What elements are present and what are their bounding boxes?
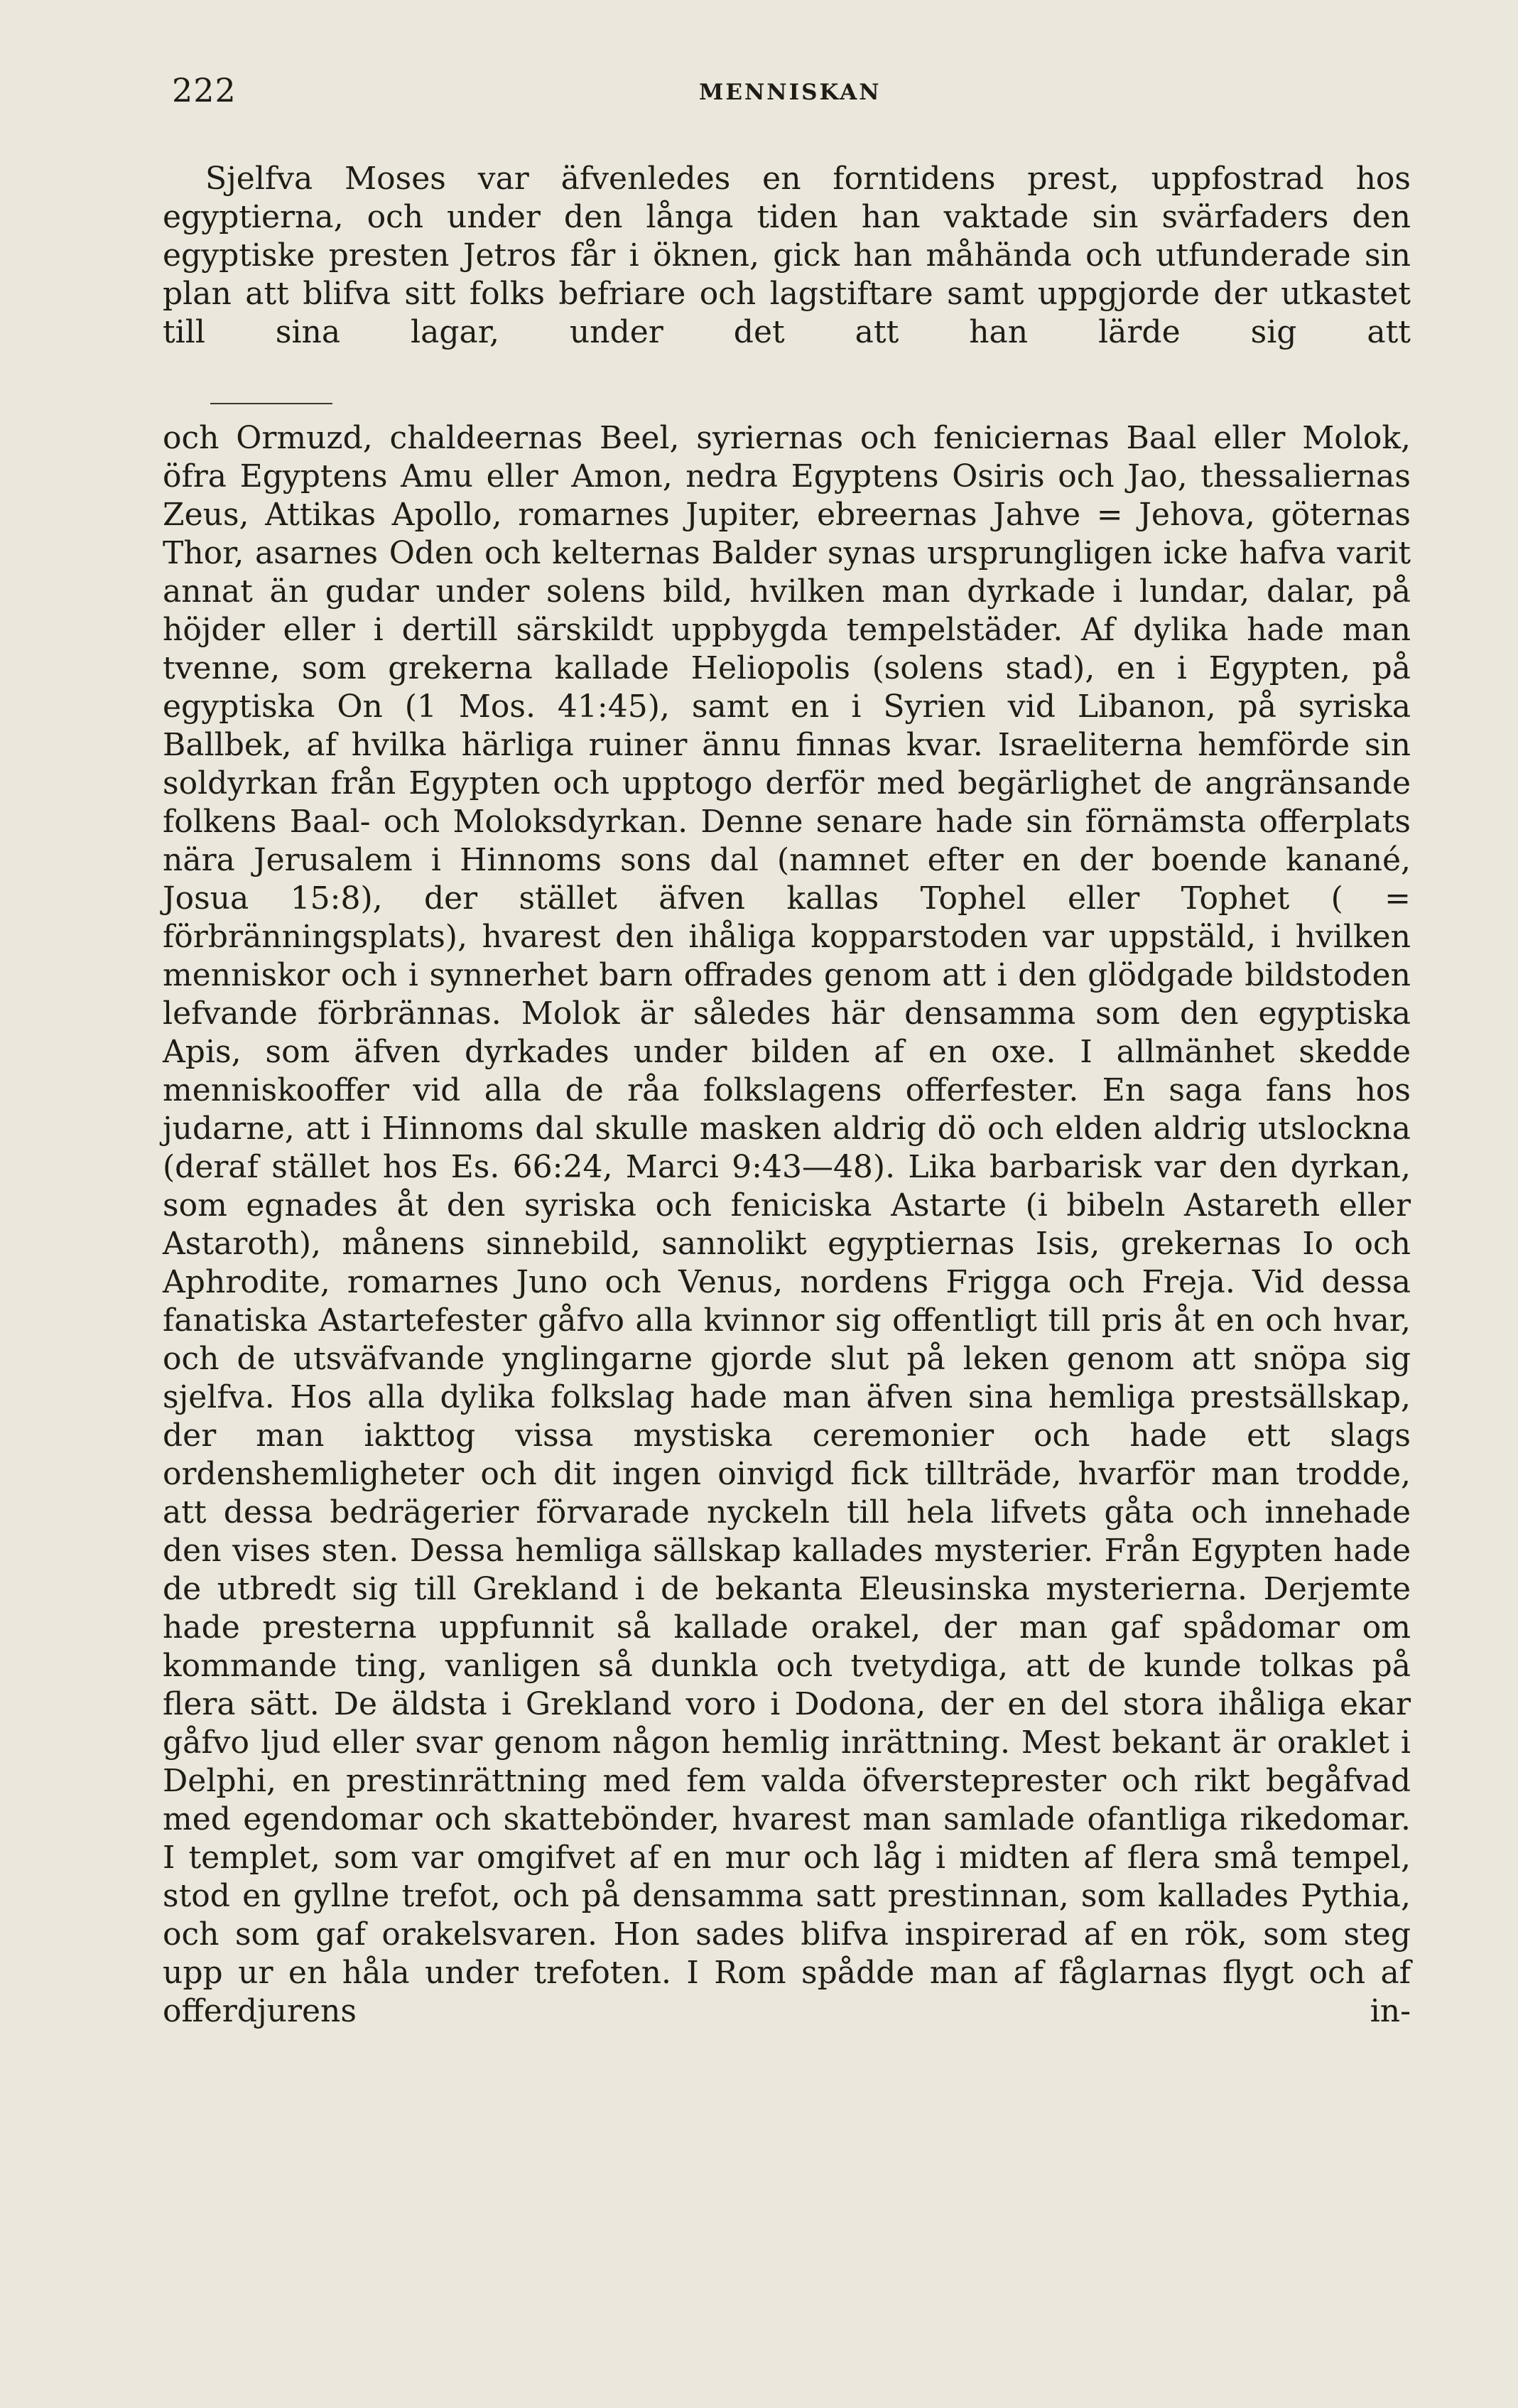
footnote-text-content: och Ormuzd, chaldeernas Beel, syriernas och feniciernas Baal eller Molok, öfra Egyptens Amu eller Amon, nedra Egyptens Osiris och Jao, thessaliernas Zeus, Attikas Apollo, romarnes Jupiter, ebreernas Jahve = Jehova, göternas Thor, asarnes Oden och kelternas Balder synas ursprungligen icke hafva varit annat än gudar under solens bild, hvilken man dyrkade i lundar, dalar, på höjder eller i dertill särskildt uppbygda tempelstäder. Af dylika hade man tvenne, som grekerna kallade Heliopolis (solens stad), en i Egypten, på egyptiska On (1 Mos. 41:45), samt en i Syrien vid Libanon, på syriska Ballbek, af hvilka härliga ruiner ännu finnas kvar. Israeliterna hemförde sin soldyrkan från Egypten och upptogo derför med begärlighet de angränsande folkens Baal- och Moloksdyrkan. Denne senare hade sin förnämsta offerplats nära Jerusalem i Hinnoms sons dal (namnet efter en der boende kanané, Josua 15:8), der stället äfven kallas Tophel eller Tophet ( = förbränningsplats), hvarest den ihåliga kopparstoden var uppstäld, i hvilken menniskor och i synnerhet barn offrades genom att i den glödgade bildstoden lefvande förbrännas. Molok är således här densamma som den egyptiska Apis, som äfven dyrkades under bilden af en oxe. I allmänhet skedde menniskooffer vid alla de råa folkslagens offerfester. En saga fans hos judarne, att i Hinnoms dal skulle masken aldrig dö och elden aldrig utslockna (deraf stället hos Es. 66:24, Marci 9:43—48). Lika barbarisk var den dyrkan, som egnades åt den syriska och feniciska Astarte (i bibeln Astareth eller Astaroth), månens sinnebild, sannolikt egyptiernas Isis, grekernas Io och Aphrodite, romarnes Juno och Venus, nordens Frigga och Freja. Vid dessa fanatiska Astartefester gåfvo alla kvinnor sig offentligt till pris åt en och hvar, och de utsväfvande ynglingarne gjorde slut på leken genom att snöpa sig sjelfva. Hos alla dylika folkslag hade man äfven sina hemliga prestsällskap, der man iakttog vissa mystiska ceremonier och hade ett slags ordenshemligheter och dit ingen oinvigd fick tillträde, hvarför man trodde, att dessa bedrägerier förvarade nyckeln till hela lifvets gåta och innehade den vises sten. Dessa hemliga sällskap kallades mysterier. Från Egypten hade de utbredt sig till Grekland i de bekanta Eleusinska mysterierna. Derjemte hade presterna uppfunnit så kallade orakel, der man gaf spådomar om kommande ting, vanligen så dunkla och tvetydiga, att de kunde tolkas på flera sätt. De äldsta i Grekland voro i Dodona, der en del stora ihåliga ekar gåfvo ljud eller svar genom någon hemlig inrättning. Mest bekant är oraklet i Delphi, en prestinrättning med fem valda öfversteprester och rikt begåfvad med egendomar och skattebönder, hvarest man samlade ofantliga rikedomar. I templet, som var omgifvet af en mur och låg i midten af flera små tempel, stod en gyllne trefot, och på densamma satt prestinnan, som kallades Pythia, och som gaf orakelsvaren. Hon sades blifva inspirerad af en rök, som steg upp ur en håla under trefoten. I Rom spådde man af fåglarnas flygt och af offerdjurens in-: [163, 420, 1411, 2029]
running-head: MENNISKAN: [699, 80, 882, 105]
main-text-paragraph: [163, 160, 1411, 400]
main-text-content: Sjelfva Moses var äfvenledes en forntidens prest, uppfostrad hos egyptierna, och under den långa tiden han vaktade sin svärfaders den egyptiske presten Jetros får i öknen, gick han måhända och utfunderade sin plan att blifva sitt folks befriare och lagstiftare samt uppgjorde der utkastet till sina lagar, under det att han lärde sig att: [163, 161, 1411, 350]
footnote-paragraph: [163, 419, 1411, 2196]
page-header: [172, 65, 1394, 115]
footnote-separator-rule: [210, 403, 332, 404]
page-number: 222: [172, 71, 237, 109]
